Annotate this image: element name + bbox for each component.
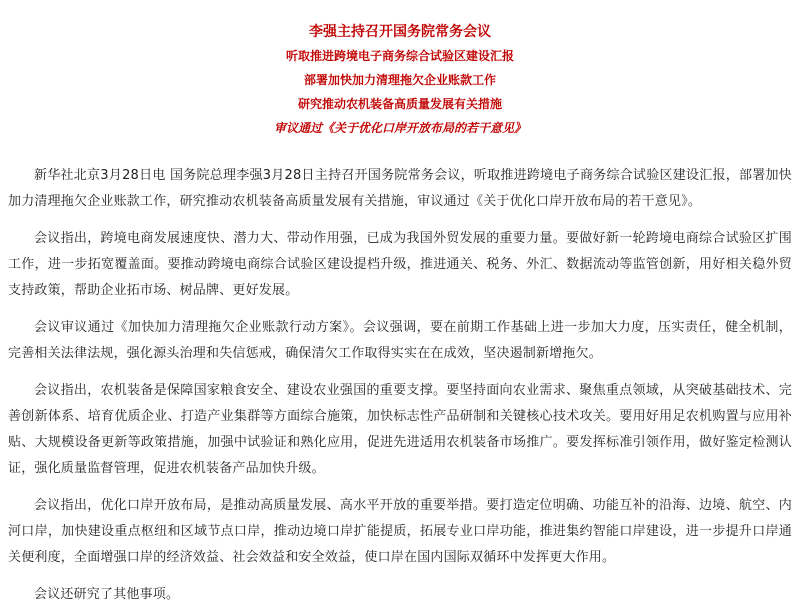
headline-block (8, 0, 792, 140)
subtitle-4: 审议通过《关于优化口岸开放布局的若干意见》 (273, 121, 526, 135)
article-body (8, 163, 792, 608)
subtitle-2: 部署加快加力清理拖欠企业账款工作 (303, 73, 496, 87)
subtitle-1: 听取推进跨境电子商务综合试验区建设汇报 (285, 49, 514, 63)
paragraph-5: 会议指出，优化口岸开放布局，是推动高质量发展、高水平开放的重要举措。要打造定位明确、功能互补的沿海、边境、航空、内河口岸，加快建设重点枢纽和区域节点口岸，推动边境口岸扩能提质，拓展专业口岸功能，推进集约智能口岸建设，进一步提升口岸通关便利度，全面增强口岸的经济效益、社会效益和安全效益，使口岸在国内国际双循环中发挥更大作用。 (8, 498, 792, 565)
paragraph-4: 会议指出，农机装备是保障国家粮食安全、建设农业强国的重要支撑。要坚持面向农业需求、聚焦重点领域，从突破基础技术、完善创新体系、培育优质企业、打造产业集群等方面综合施策，加快标志性产品研制和关键核心技术攻关。要用好用足农机购置与应用补贴、大规模设备更新等政策措施，加强中试验证和熟化应用，促进先进适用农机装备市场推广。要发挥标准引领作用，做好鉴定检测认证，强化质量监督管理，促进农机装备产品加快升级。 (8, 383, 792, 476)
main-title: 李强主持召开国务院常务会议 (309, 24, 491, 40)
paragraph-3: 会议审议通过《加快加力清理拖欠企业账款行动方案》。会议强调，要在前期工作基础上进一步加大力度，压实责任，健全机制，完善相关法律法规，强化源头治理和失信惩戒，确保清欠工作取得实实在在成效，坚决遏制新增拖欠。 (8, 320, 792, 361)
paragraph-1: 新华社北京3月28日电 国务院总理李强3月28日主持召开国务院常务会议，听取推进跨境电子商务综合试验区建设汇报，部署加快加力清理拖欠企业账款工作，研究推动农机装备高质量发展有关措施，审议通过《关于优化口岸开放布局的若干意见》。 (8, 168, 792, 209)
paragraph-6: 会议还研究了其他事项。 (34, 587, 180, 602)
paragraph-2: 会议指出，跨境电商发展速度快、潜力大、带动作用强，已成为我国外贸发展的重要力量。要做好新一轮跨境电商综合试验区扩围工作，进一步拓宽覆盖面。要推动跨境电商综合试验区建设提档升级，推进通关、税务、外汇、数据流动等监管创新，用好相关稳外贸支持政策，帮助企业拓市场、树品牌、更好发展。 (8, 231, 792, 298)
subtitle-3: 研究推动农机装备高质量发展有关措施 (297, 97, 502, 111)
